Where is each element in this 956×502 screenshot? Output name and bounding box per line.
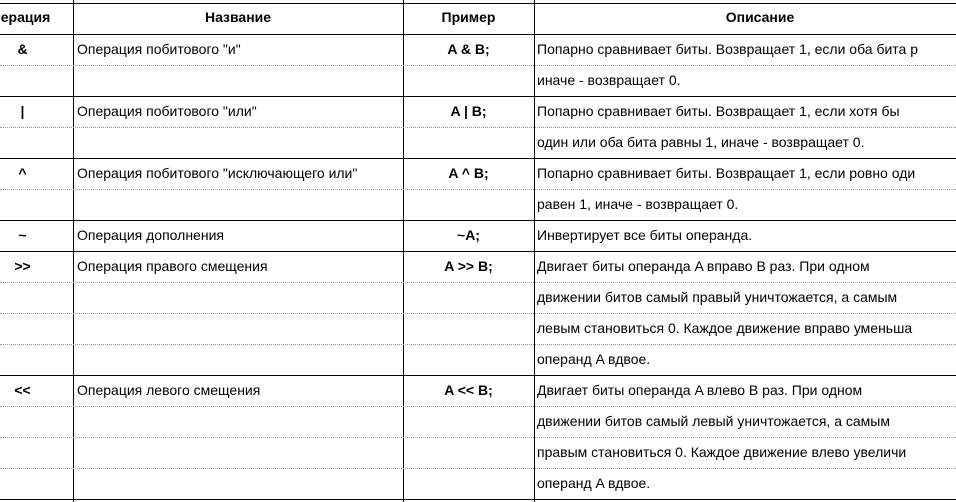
example-cell: A | B; (450, 103, 487, 119)
operator-cell: ^ (18, 165, 27, 181)
description-line: Попарно сравнивает биты. Возвращает 1, если оба бита р (537, 41, 919, 57)
description-line: один или оба бита равны 1, иначе - возвращает 0. (537, 134, 865, 150)
header-operation: ерация (0, 9, 51, 25)
operation-name-cell: Операция дополнения (77, 227, 224, 243)
row-divider (0, 499, 956, 500)
description-line: Попарно сравнивает биты. Возвращает 1, если хотя бы (537, 103, 900, 119)
row-divider (0, 3, 956, 4)
description-line: Двигает биты операнда A влево B раз. При одном (537, 382, 863, 398)
example-cell: A & B; (447, 41, 490, 57)
example-cell: ~A; (457, 227, 480, 243)
header-description: Описание (725, 9, 795, 25)
description-line: иначе - возвращает 0. (537, 72, 681, 88)
operation-name-cell: Операция левого смещения (77, 382, 261, 398)
description-line: движении битов самый правый уничтожается, а самым (537, 289, 898, 305)
example-cell: A >> B; (444, 258, 493, 274)
operator-cell: | (20, 103, 25, 119)
operation-name-cell: Операция побитового "исключающего или" (77, 165, 358, 181)
operator-cell: << (14, 382, 31, 398)
description-line: операнд A вдвое. (537, 351, 651, 367)
operation-name-cell: Операция побитового "и" (77, 41, 241, 57)
example-cell: A ^ B; (448, 165, 489, 181)
operator-cell: ~ (18, 227, 27, 243)
description-line: правым становиться 0. Каждое движение влево увеличи (537, 444, 907, 460)
description-line: Инвертирует все биты операнда. (537, 227, 753, 243)
operator-cell: & (17, 41, 28, 57)
example-cell: A << B; (444, 382, 493, 398)
operation-name-cell: Операция правого смещения (77, 258, 268, 274)
description-line: Двигает биты операнда A вправо B раз. При одном (537, 258, 870, 274)
description-line: левым становиться 0. Каждое движение вправо уменьша (537, 320, 913, 336)
description-line: Попарно сравнивает биты. Возвращает 1, если ровно оди (537, 165, 916, 181)
description-line: движении битов самый левый уничтожается, а самым (537, 413, 890, 429)
header-name: Название (204, 9, 272, 25)
operator-cell: >> (14, 258, 31, 274)
operation-name-cell: Операция побитового "или" (77, 103, 257, 119)
table-header (0, 0, 956, 34)
header-example: Пример (441, 9, 496, 25)
description-line: равен 1, иначе - возвращает 0. (537, 196, 739, 212)
description-line: операнд A вдвое. (537, 475, 651, 491)
